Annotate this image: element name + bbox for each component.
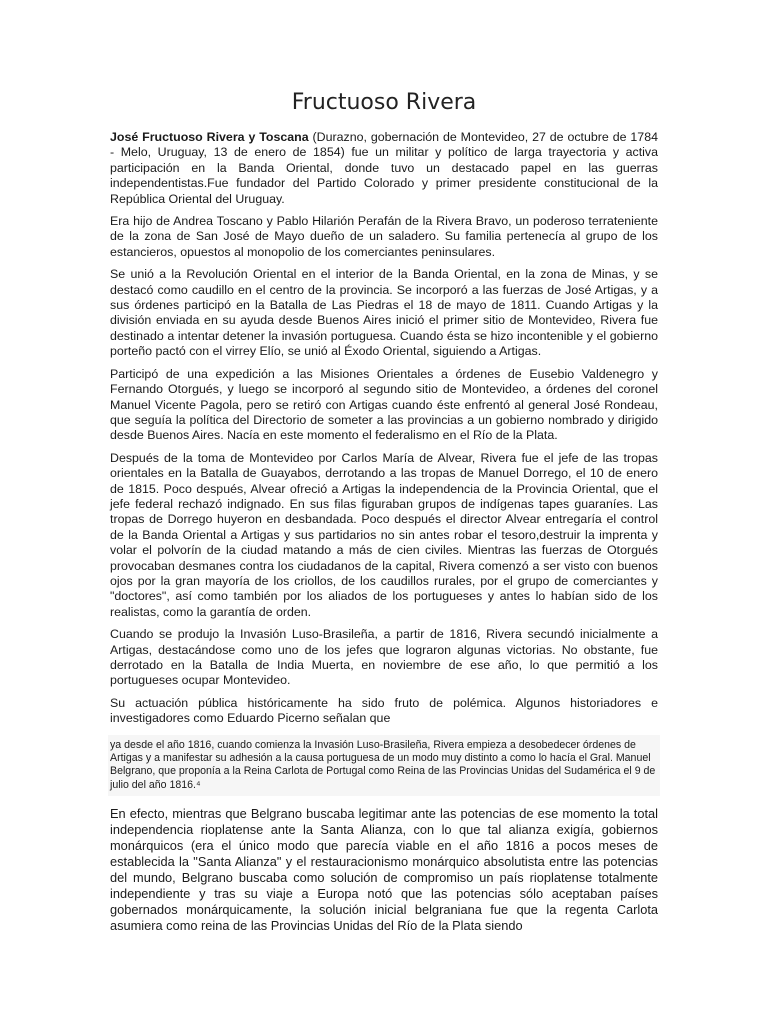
paragraph-expedition: Participó de una expedición a las Misiones Orientales a órdenes de Eusebio Valdenegro y Fernando Otorgués, y luego se incorporó al segundo sitio de Montevideo, a órdenes del coronel Manuel Vicente Pagola, pero se retiró con Artigas cuando éste enfrentó al general José Rondeau, que seguía la política del Directorio de someter a las provincias a un gobierno nombrado y dirigido desde Buenos Aires. Nacía en este momento el federalismo en el Río de la Plata. <box>110 366 658 443</box>
paragraph-family: Era hijo de Andrea Toscano y Pablo Hilarión Perafán de la Rivera Bravo, un poderoso terrateniente de la zona de San José de Mayo dueño de un saladero. Su familia pertenecía al grupo de los estancieros, opuestos al monopolio de los comerciantes peninsulares. <box>110 214 658 259</box>
paragraph-montevideo: Después de la toma de Montevideo por Carlos María de Alvear, Rivera fue el jefe de las tropas orientales en la Batalla de Guayabos, derrotando a las tropas de Manuel Dorrego, el 10 de enero de 1815. Poco después, Alvear ofreció a Artigas la independencia de la Provincia Oriental, que el jefe federal rechazó indignado. En sus filas figuraban grupos de indígenas tapes guaraníes. Las tropas de Dorrego huyeron en desbandada. Poco después el director Alvear entregaría el control de la Banda Oriental a Artigas y sus partidarios no sin antes robar el tesoro,destruir la imprenta y volar el polvorín de la ciudad matando a más de cien civiles. Mientras las fuerzas de Otorgués provocaban desmanes contra los ciudadanos de la capital, Rivera comenzó a ser visto con buenos ojos por la gran mayoría de los criollos, de los caudillos rurales, por el grupo de comerciantes y "doctores", así como también por los aliados de los portugueses y antes lo habían sido de los realistas, como la garantía de orden. <box>110 450 658 619</box>
subject-name: José Fructuoso Rivera y Toscana <box>110 130 309 144</box>
paragraph-polemic: Su actuación pública históricamente ha sido fruto de polémica. Algunos historiadores e investigadores como Eduardo Picerno señalan que <box>110 695 658 726</box>
paragraph-belgrano: En efecto, mientras que Belgrano buscaba legitimar ante las potencias de ese momento la total independencia rioplatense ante la Santa Alianza, con lo que tal alianza exigía, gobiernos monárquicos (era el único modo que parecía viable en el año 1816 a pocos meses de establecida la "Santa Alianza" y el restauracionismo monárquico absolutista entre las potencias del mundo, Belgrano buscaba como solución de compromiso un país rioplatense totalmente independiente y tras su viaje a Europa notó que las potencias sólo aceptaban países gobernados monárquicamente, la solución inicial belgraniana fue que la regenta Carlota asumiera como reina de las Provincias Unidas del Río de la Plata siendo <box>110 806 658 934</box>
intro-text: (Durazno, gobernación de Montevideo, 27 de octubre de 1784 - Melo, Uruguay, 13 de enero de 1854) fue un militar y político de larga trayectoria y activa participación en la Banda Oriental, donde tuvo un destacado papel en las guerras independentistas.Fue fundador del Partido Colorado y primer presidente constitucional de la República Oriental del Uruguay. <box>110 130 658 206</box>
document-page <box>110 88 658 941</box>
paragraph-invasion: Cuando se produjo la Invasión Luso-Brasileña, a partir de 1816, Rivera secundó inicialmente a Artigas, destacándose como uno de los jefes que lograron algunas victorias. No obstante, fue derrotado en la Batalla de India Muerta, en noviembre de ese año, lo que permitió a los portugueses ocupar Montevideo. <box>110 627 658 688</box>
paragraph-revolution: Se unió a la Revolución Oriental en el interior de la Banda Oriental, en la zona de Minas, y se destacó como caudillo en el centro de la provincia. Se incorporó a las fuerzas de José Artigas, y a sus órdenes participó en la Batalla de Las Piedras el 18 de mayo de 1811. Cuando Artigas y la división enviada en su ayuda desde Buenos Aires inició el primer sitio de Montevideo, Rivera fue destinado a intentar detener la invasión portuguesa. Cuando ésta se hizo incontenible y el gobierno porteño pactó con el virrey Elío, se unió al Éxodo Oriental, siguiendo a Artigas. <box>110 267 658 359</box>
page-title: Fructuoso Rivera <box>291 90 477 115</box>
paragraph-intro <box>110 130 658 207</box>
block-quote: ya desde el año 1816, cuando comienza la Invasión Luso-Brasileña, Rivera empieza a desobedecer órdenes de Artigas y a manifestar su adhesión a la causa portuguesa de un modo muy distinto a como lo hacía el Gral. Manuel Belgrano, que proponía a la Reina Carlota de Portugal como Reina de las Provincias Unidas del Sudamérica el 9 de julio del año 1816.⁴ <box>108 735 660 797</box>
